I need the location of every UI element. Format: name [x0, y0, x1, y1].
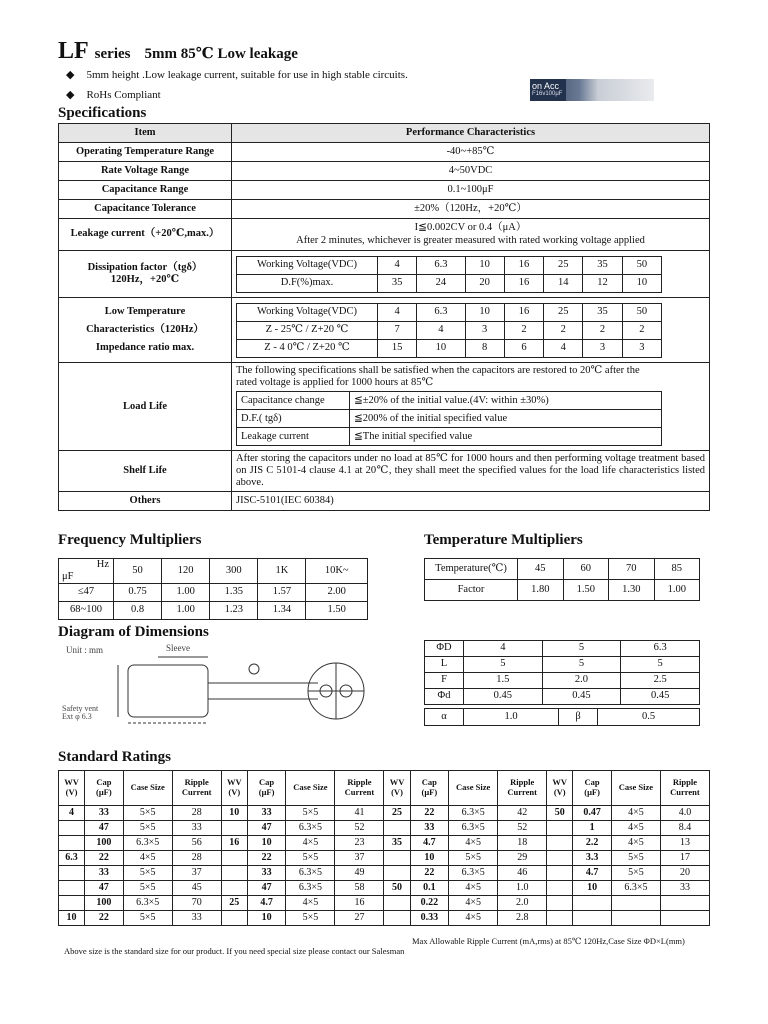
rating-cell [547, 836, 573, 851]
series-word: series [94, 46, 131, 62]
rating-cell: 22 [410, 866, 449, 881]
product-photo: on Acc F16v100μF [530, 79, 654, 101]
rating-cell: 6.3 [59, 851, 85, 866]
rating-cell: 3.3 [573, 851, 612, 866]
rating-cell: 4 [59, 806, 85, 821]
bullet-1: ◆ 5mm height .Low leakage current, suitable for use in high stable circuits. [66, 69, 408, 81]
rating-cell: 5×5 [449, 851, 498, 866]
ratings-table: WV (V) Cap (μF) Case Size Ripple Current WV (V) Cap (μF) Case Size Ripple Current WV (V) Cap (μF) Case Size Ripple Current WV (V) Cap (μF) Case Size Ripple Current 4 33 5×5 28 10 33 5×5 41 25 22 6.3×5 42 50 0.47 4×5 4.0 47 5×5 33 47 6.3×5 52 33 6.3×5 52 1 4×5 8.4 100 6.3×5 56 16 10 4×5 23 35 4.7 4×5 18 2.2 4×5 13 6.3 22 4×5 28 22 5×5 37 10 5×5 29 3.3 5×5 17 33 5×5 37 33 6.3×5 49 22 6.3×5 46 4.7 5×5 20 47 5×5 45 47 6.3×5 58 50 0.1 4×5 1.0 10 6.3×5 33 100 6.3×5 70 25 4.7 4×5 16 0.22 4×5 2.0 10 22 5×5 33 10 5×5 27 0.33 4×5 2.8 [58, 770, 710, 926]
rating-cell: 22 [85, 911, 124, 926]
rating-cell: 4×5 [611, 836, 660, 851]
rating-cell: 5×5 [611, 851, 660, 866]
spec-title: Specifications [58, 105, 147, 121]
ratings-note: Max Allowable Ripple Current (mA,rms) at 85℃ 120Hz,Case Size ΦD×L(mm) [412, 936, 685, 946]
rating-cell: 4×5 [286, 896, 335, 911]
rating-cell: 23 [335, 836, 384, 851]
rating-cell: 6.3×5 [611, 881, 660, 896]
rating-cell: 8.4 [660, 821, 709, 836]
subtitle: 5mm 85℃ Low leakage [144, 46, 298, 62]
dimension-table: ΦD 4 5 6.3 L 5 5 5 F 1.5 2.0 2.5 Φd 0.45 0.45 0.45 [424, 640, 700, 705]
rating-cell [547, 851, 573, 866]
rating-cell: 4×5 [449, 836, 498, 851]
rating-cell: 4.7 [573, 866, 612, 881]
table-row [59, 851, 710, 866]
rating-cell: 4×5 [611, 806, 660, 821]
rating-cell: 4.7 [410, 836, 449, 851]
rating-cell: 5×5 [611, 866, 660, 881]
rating-cell [611, 911, 660, 926]
rating-cell [221, 881, 247, 896]
table-row [59, 896, 710, 911]
rating-cell [59, 866, 85, 881]
table-row [59, 881, 710, 896]
rating-cell: 56 [172, 836, 221, 851]
rating-cell [547, 896, 573, 911]
rating-cell [384, 821, 410, 836]
rating-cell [59, 836, 85, 851]
rating-cell: 22 [410, 806, 449, 821]
table-row [59, 866, 710, 881]
alpha-beta-table: α 1.0 β 0.5 [424, 708, 700, 726]
rating-cell: 22 [85, 851, 124, 866]
rating-cell: 52 [335, 821, 384, 836]
rating-cell: 5×5 [123, 881, 172, 896]
rating-cell: 10 [573, 881, 612, 896]
rating-cell: 2.8 [498, 911, 547, 926]
rating-cell: 4×5 [611, 821, 660, 836]
rating-cell: 28 [172, 851, 221, 866]
rating-cell: 6.3×5 [123, 836, 172, 851]
diamond-icon: ◆ [66, 69, 75, 81]
rating-cell: 50 [384, 881, 410, 896]
rating-cell: 5×5 [286, 851, 335, 866]
rating-cell: 5×5 [286, 806, 335, 821]
rating-cell: 50 [547, 806, 573, 821]
rating-cell: 5×5 [123, 821, 172, 836]
rating-cell: 16 [335, 896, 384, 911]
rating-cell: 6.3×5 [286, 821, 335, 836]
rating-cell: 47 [247, 881, 286, 896]
title [58, 38, 298, 65]
rating-cell: 33 [247, 866, 286, 881]
rating-cell [384, 911, 410, 926]
rating-cell: 10 [247, 836, 286, 851]
rating-cell [547, 866, 573, 881]
rating-cell: 0.22 [410, 896, 449, 911]
rating-cell: 52 [498, 821, 547, 836]
rating-cell: 4×5 [123, 851, 172, 866]
rating-cell [547, 911, 573, 926]
rating-cell: 4×5 [449, 911, 498, 926]
diamond-icon: ◆ [66, 89, 75, 101]
rating-cell: 33 [410, 821, 449, 836]
rating-cell: 10 [410, 851, 449, 866]
rating-cell: 0.33 [410, 911, 449, 926]
series-code: LF [58, 38, 89, 64]
ratings-footer: Above size is the standard size for our product. If you need special size please contact our Salesman [64, 946, 405, 956]
rating-cell: 25 [384, 806, 410, 821]
rating-cell [660, 911, 709, 926]
temp-table: Temperature(℃) 45 60 70 85 Factor 1.80 1.50 1.30 1.00 [424, 558, 700, 601]
rating-cell: 18 [498, 836, 547, 851]
rating-cell: 29 [498, 851, 547, 866]
rating-cell: 4×5 [286, 836, 335, 851]
rating-cell: 45 [172, 881, 221, 896]
table-row [59, 836, 710, 851]
rating-cell: 100 [85, 836, 124, 851]
temp-title: Temperature Multipliers [424, 532, 583, 548]
rating-cell: 20 [660, 866, 709, 881]
rating-cell: 22 [247, 851, 286, 866]
table-row [59, 911, 710, 926]
rating-cell: 33 [247, 806, 286, 821]
rating-cell: 33 [172, 911, 221, 926]
rating-cell [59, 896, 85, 911]
ratings-title: Standard Ratings [58, 749, 171, 765]
rating-cell: 1 [573, 821, 612, 836]
rating-cell: 70 [172, 896, 221, 911]
rating-cell: 35 [384, 836, 410, 851]
rating-cell: 37 [335, 851, 384, 866]
rating-cell: 46 [498, 866, 547, 881]
rating-cell: 4.7 [247, 896, 286, 911]
rating-cell: 5×5 [123, 911, 172, 926]
rating-cell: 47 [85, 821, 124, 836]
rating-cell: 10 [59, 911, 85, 926]
rating-cell: 33 [172, 821, 221, 836]
rating-cell: 6.3×5 [286, 881, 335, 896]
rating-cell: 4.0 [660, 806, 709, 821]
rating-cell: 13 [660, 836, 709, 851]
freq-title: Frequency Multipliers [58, 532, 202, 548]
rating-cell: 25 [221, 896, 247, 911]
rating-cell [573, 896, 612, 911]
rating-cell [59, 821, 85, 836]
dimension-diagram: Unit : mm Sleeve Safety vent Ext φ 6.3 [58, 643, 368, 743]
rating-cell [221, 866, 247, 881]
rating-cell [547, 821, 573, 836]
rating-cell: 41 [335, 806, 384, 821]
rating-cell: 5×5 [123, 866, 172, 881]
rating-cell [547, 881, 573, 896]
rating-cell: 6.3×5 [449, 821, 498, 836]
dim-title: Diagram of Dimensions [58, 624, 209, 640]
rating-cell: 10 [221, 806, 247, 821]
rating-cell: 1.0 [498, 881, 547, 896]
rating-cell: 17 [660, 851, 709, 866]
rating-cell: 100 [85, 896, 124, 911]
rating-cell: 47 [85, 881, 124, 896]
rating-cell: 6.3×5 [449, 866, 498, 881]
rating-cell: 42 [498, 806, 547, 821]
rating-cell: 2.2 [573, 836, 612, 851]
bullet-2: ◆ RoHs Compliant [66, 89, 161, 101]
rating-cell [59, 881, 85, 896]
rating-cell: 28 [172, 806, 221, 821]
dimension-drawing [58, 643, 368, 743]
rating-cell: 37 [172, 866, 221, 881]
rating-cell [384, 866, 410, 881]
rating-cell [384, 896, 410, 911]
rating-cell: 33 [85, 806, 124, 821]
freq-table: Hz μF 50 120 300 1K 10K~ ≤47 0.75 1.00 1.35 1.57 2.00 68~100 0.8 1.00 1.23 1.34 1.50 [58, 558, 368, 620]
rating-cell: 5×5 [286, 911, 335, 926]
rating-cell: 16 [221, 836, 247, 851]
rating-cell: 0.47 [573, 806, 612, 821]
rating-cell [221, 821, 247, 836]
rating-cell: 4×5 [449, 896, 498, 911]
rating-cell: 33 [85, 866, 124, 881]
rating-cell: 6.3×5 [449, 806, 498, 821]
table-row [59, 806, 710, 821]
rating-cell: 4×5 [449, 881, 498, 896]
rating-cell: 5×5 [123, 806, 172, 821]
rating-cell [221, 851, 247, 866]
rating-cell: 27 [335, 911, 384, 926]
rating-cell: 49 [335, 866, 384, 881]
rating-cell [660, 896, 709, 911]
rating-cell: 2.0 [498, 896, 547, 911]
rating-cell [384, 851, 410, 866]
rating-cell: 6.3×5 [286, 866, 335, 881]
rating-cell: 6.3×5 [123, 896, 172, 911]
rating-cell: 47 [247, 821, 286, 836]
rating-cell: 58 [335, 881, 384, 896]
table-row [59, 821, 710, 836]
rating-cell [573, 911, 612, 926]
spec-table: Item Performance Characteristics Operating Temperature Range -40~+85℃ Rate Voltage Range 4~50VDC Capacitance Range 0.1~100μF Capacitance Tolerance ±20%（120Hz，+20℃） Leakage current（+20℃,max.） I≦0.002CV or 0.4（μA） After 2 minutes, whichever is greater measured with rated working voltage applied Dissipation factor（tgδ） 120Hz，+20℃ Working Voltage(VDC) 4 6.3 10 16 25 35 50 D.F(%)max. 35 24 20 16 14 12 10 Low Temperature Characteristics（120Hz） Impedance ratio max. Working Voltage(VDC) 4 6.3 10 16 25 35 50 Z - 25℃ / Z+20 ℃ 7 4 3 2 2 2 2 Z - 4 0℃ / Z+20 ℃ 15 10 8 6 4 3 3 Load Life The following specifications shall be satisfied when the capacitors are restored to 20℃ after the rated voltage is applied for 1000 hours at 85℃ Capacitance change ≦±20% of the initial value.(4V: within ±30%) D.F.( tgδ) ≦200% of the initial specified value Leakage current ≦The initial specified value Shelf Life After storing the capacitors under no load at 85℃ for 1000 hours and then performing voltage treatment based on JIS C 5101-4 clause 4.1 at 20℃, they shall meet the specified values for the load life characteristics listed above. Others JISC-5101(IEC 60384) [58, 123, 710, 511]
rating-cell [611, 896, 660, 911]
rating-cell [221, 911, 247, 926]
rating-cell: 0.1 [410, 881, 449, 896]
rating-cell: 33 [660, 881, 709, 896]
rating-cell: 10 [247, 911, 286, 926]
